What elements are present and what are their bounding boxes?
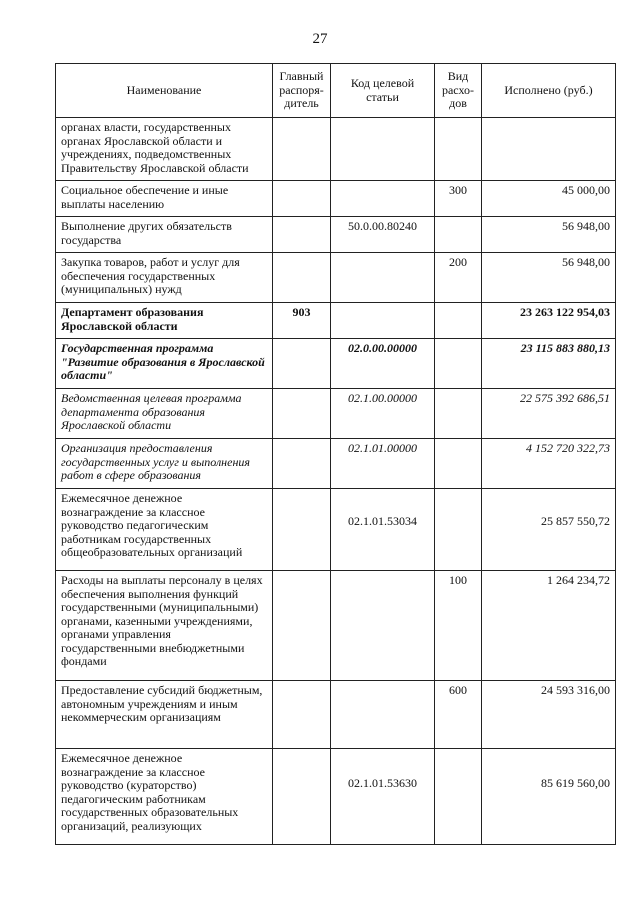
cell-vid xyxy=(435,118,482,181)
cell-glav xyxy=(273,253,331,303)
cell-vid xyxy=(435,217,482,253)
expenditure-table xyxy=(55,63,616,845)
cell-sum: 56 948,00 xyxy=(482,217,616,253)
cell-code: 02.1.01.53630 xyxy=(331,749,435,845)
cell-vid xyxy=(435,439,482,489)
cell-name: Социальное обеспечение и иные выплаты населению xyxy=(56,181,273,217)
cell-name: Департамент образования Ярославской области xyxy=(56,303,273,339)
cell-vid xyxy=(435,489,482,571)
cell-glav xyxy=(273,217,331,253)
cell-vid xyxy=(435,339,482,389)
cell-name: Выполнение других обязательств государства xyxy=(56,217,273,253)
cell-sum: 56 948,00 xyxy=(482,253,616,303)
cell-name: Организация предоставления государственных услуг и выполнения работ в сфере образования xyxy=(56,439,273,489)
cell-name: Государственная программа "Развитие образования в Ярославской области" xyxy=(56,339,273,389)
cell-glav xyxy=(273,571,331,681)
cell-code xyxy=(331,303,435,339)
table-row xyxy=(56,118,616,181)
cell-name: Ведомственная целевая программа департамента образования Ярославской области xyxy=(56,389,273,439)
cell-sum xyxy=(482,118,616,181)
cell-code: 02.0.00.00000 xyxy=(331,339,435,389)
cell-code: 02.1.00.00000 xyxy=(331,389,435,439)
cell-sum: 45 000,00 xyxy=(482,181,616,217)
cell-code xyxy=(331,118,435,181)
cell-name: Предоставление субсидий бюджетным, автономным учреждениям и иным некоммерческим организациям xyxy=(56,681,273,749)
cell-glav xyxy=(273,681,331,749)
column-header-name: Наименование xyxy=(56,64,273,118)
cell-glav xyxy=(273,749,331,845)
table-row xyxy=(56,303,616,339)
cell-name: Ежемесячное денежное вознаграждение за классное руководство педагогическим работникам государственных общеобразовательных организаций xyxy=(56,489,273,571)
cell-sum: 4 152 720 322,73 xyxy=(482,439,616,489)
column-header-code: Код целевой статьи xyxy=(331,64,435,118)
table-header-row xyxy=(56,64,616,118)
cell-vid: 300 xyxy=(435,181,482,217)
cell-code: 02.1.01.00000 xyxy=(331,439,435,489)
table-row xyxy=(56,681,616,749)
table-row xyxy=(56,749,616,845)
cell-glav xyxy=(273,389,331,439)
table-row xyxy=(56,339,616,389)
cell-sum: 23 263 122 954,03 xyxy=(482,303,616,339)
cell-sum: 24 593 316,00 xyxy=(482,681,616,749)
column-header-sum: Исполнено (руб.) xyxy=(482,64,616,118)
cell-vid xyxy=(435,389,482,439)
cell-sum: 23 115 883 880,13 xyxy=(482,339,616,389)
cell-vid: 100 xyxy=(435,571,482,681)
cell-glav xyxy=(273,339,331,389)
cell-name: Ежемесячное денежное вознаграждение за классное руководство (кураторство) педагогическим работникам государственных образовательных организаций, реализующих xyxy=(56,749,273,845)
cell-glav: 903 xyxy=(273,303,331,339)
table-row xyxy=(56,489,616,571)
cell-name: Закупка товаров, работ и услуг для обеспечения государственных (муниципальных) нужд xyxy=(56,253,273,303)
cell-glav xyxy=(273,489,331,571)
table-row xyxy=(56,389,616,439)
cell-vid xyxy=(435,303,482,339)
cell-code xyxy=(331,253,435,303)
table-row xyxy=(56,253,616,303)
cell-vid: 600 xyxy=(435,681,482,749)
cell-code xyxy=(331,571,435,681)
cell-sum: 85 619 560,00 xyxy=(482,749,616,845)
cell-glav xyxy=(273,118,331,181)
cell-glav xyxy=(273,181,331,217)
cell-code: 50.0.00.80240 xyxy=(331,217,435,253)
cell-vid: 200 xyxy=(435,253,482,303)
table-row xyxy=(56,439,616,489)
cell-sum: 22 575 392 686,51 xyxy=(482,389,616,439)
cell-sum: 1 264 234,72 xyxy=(482,571,616,681)
cell-code xyxy=(331,681,435,749)
column-header-glav: Главный распоря-дитель xyxy=(273,64,331,118)
table-row xyxy=(56,181,616,217)
page-number: 27 xyxy=(312,31,328,47)
cell-code: 02.1.01.53034 xyxy=(331,489,435,571)
table-row xyxy=(56,217,616,253)
column-header-vid: Вид расхо-дов xyxy=(435,64,482,118)
cell-name: Расходы на выплаты персоналу в целях обеспечения выполнения функций государственными (муниципальными) органами, казенными учреждениями, органами управления государственными внебюджетными фондами xyxy=(56,571,273,681)
cell-name: органах власти, государственных органах Ярославской области и учреждениях, подведомственных Правительству Ярославской области xyxy=(56,118,273,181)
table-row xyxy=(56,571,616,681)
cell-vid xyxy=(435,749,482,845)
cell-sum: 25 857 550,72 xyxy=(482,489,616,571)
cell-code xyxy=(331,181,435,217)
cell-glav xyxy=(273,439,331,489)
